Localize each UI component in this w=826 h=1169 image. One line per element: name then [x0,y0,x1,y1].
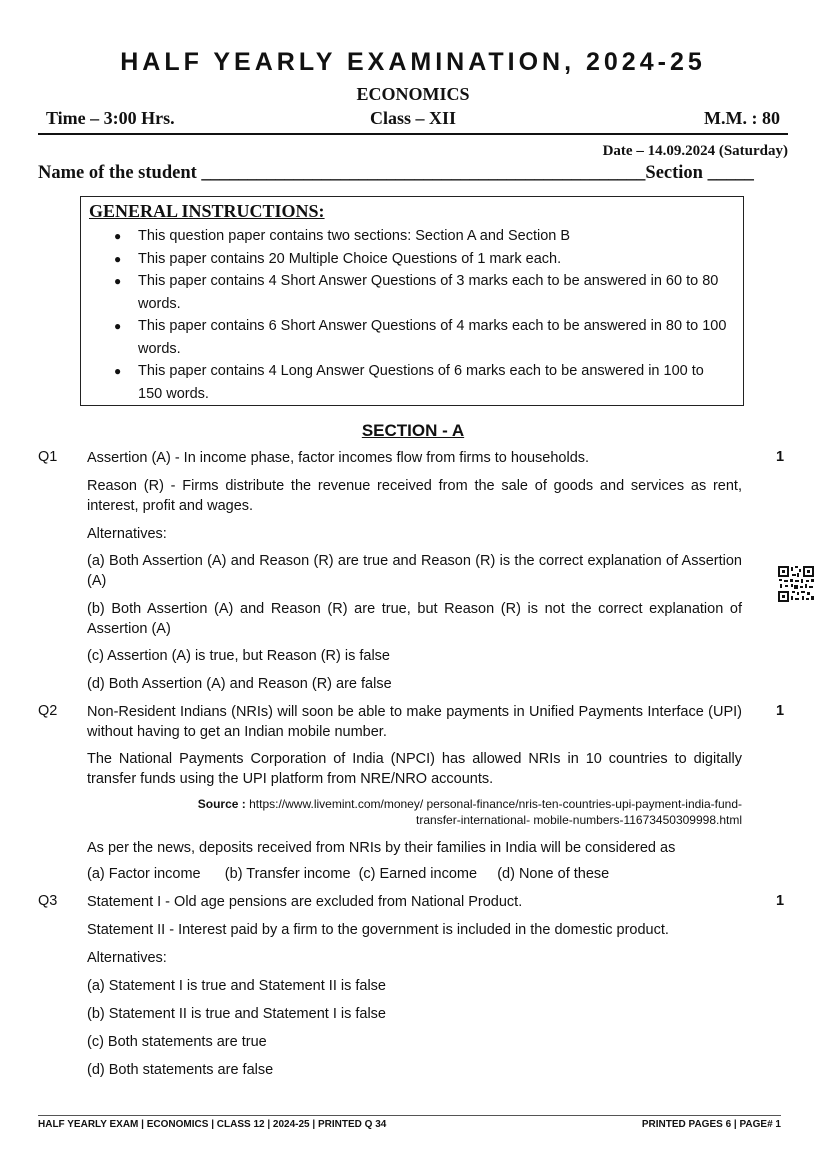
instructions-list [81,225,743,405]
q1-option-b: (b) Both Assertion (A) and Reason (R) are true, but Reason (R) is not the correct explanation of Assertion (A) [87,601,742,637]
section-a-title: SECTION - A [361,421,465,440]
instruction-item: ● This question paper contains two sections: Section A and Section B [81,225,743,248]
q2-marks: 1 [776,703,785,719]
q2-option-c: (c) Earned income [358,866,478,882]
footer-left-text: HALF YEARLY EXAM | ECONOMICS | CLASS 12 | 2024-25 | PRINTED Q 34 [38,1119,387,1130]
instruction-item: ● This paper contains 4 Short Answer Questions of 3 marks each to be answered in 60 to 80 words. [81,270,743,315]
instructions-heading: GENERAL INSTRUCTIONS: [89,201,325,221]
q1-number: Q1 [38,449,58,465]
q2-number: Q2 [38,703,58,719]
q3-statement-1: Statement I - Old age pensions are excluded from National Product. [87,894,523,910]
bullet-icon: ● [114,319,122,333]
q1-reason: Reason (R) - Firms distribute the revenue received from the sale of goods and services as rent, interest, profit and wages. [87,478,742,514]
q3-statement-2: Statement II - Interest paid by a firm to the government is included in the domestic product. [87,922,669,938]
instruction-item: ● This paper contains 20 Multiple Choice Questions of 1 mark each. [81,248,743,271]
q3-number: Q3 [38,893,58,909]
source-url-line-2: transfer-international- mobile-numbers-11673450309998.html [416,813,742,827]
q1-option-a: (a) Both Assertion (A) and Reason (R) are true and Reason (R) is the correct explanation of Assertion (A) [87,553,742,589]
q2-source [100,796,742,828]
q1-alternatives-label: Alternatives: [87,526,167,542]
q3-alternatives-label: Alternatives: [87,950,167,966]
q3-option-a: (a) Statement I is true and Statement II is false [87,978,386,994]
bullet-icon: ● [114,251,122,266]
q2-option-a: (a) Factor income [87,866,201,882]
q3-option-d: (d) Both statements are false [87,1062,274,1078]
source-url-line-1: https://www.livemint.com/money/ personal-finance/nris-ten-countries-upi-payment-india-fund- [249,797,742,811]
exam-date: Date – 14.09.2024 (Saturday) [602,143,788,159]
time-allowed: Time – 3:00 Hrs. [46,108,175,128]
footer-page-info: PRINTED PAGES 6 | PAGE# 1 [641,1119,781,1130]
q1-assertion: Assertion (A) - In income phase, factor incomes flow from firms to households. [87,450,590,466]
header-divider [38,133,788,135]
q2-paragraph-1: Non-Resident Indians (NRIs) will soon be able to make payments in Unified Payments Interface (UPI) without having to get an Indian mobile number. [87,704,742,740]
q2-options [87,866,609,882]
q2-paragraph-2: The National Payments Corporation of India (NPCI) has allowed NRIs in 10 countries to digitally transfer funds using the UPI platform from NRE/NRO accounts. [87,751,742,787]
exam-title: HALF YEARLY EXAMINATION, 2024-25 [120,48,706,76]
q3-option-b: (b) Statement II is true and Statement I is false [87,1006,386,1022]
student-name-line: Name of the student ________________________________________________Section _____ [38,163,754,183]
instruction-item: ● This paper contains 4 Long Answer Questions of 6 marks each to be answered in 100 to 150 words. [81,360,743,405]
general-instructions-box [80,196,744,406]
subject-title: ECONOMICS [356,84,470,104]
bullet-icon: ● [114,364,122,378]
source-label: Source : [197,797,246,811]
qr-code-icon [777,565,815,603]
instruction-item: ● This paper contains 6 Short Answer Questions of 4 marks each to be answered in 80 to 100 words. [81,315,743,360]
q1-option-c: (c) Assertion (A) is true, but Reason (R) is false [87,648,390,664]
class-label: Class – XII [369,108,457,128]
bullet-icon: ● [114,229,122,243]
q1-option-d: (d) Both Assertion (A) and Reason (R) are false [87,676,392,692]
q2-option-b: (b) Transfer income [224,866,351,882]
q3-option-c: (c) Both statements are true [87,1034,267,1050]
bullet-icon: ● [114,274,122,288]
q2-option-d: (d) None of these [497,866,610,882]
q1-marks: 1 [776,449,785,465]
q3-marks: 1 [776,893,785,909]
max-marks: M.M. : 80 [704,108,780,128]
footer-divider [38,1115,781,1116]
q2-question: As per the news, deposits received from NRIs by their families in India will be considered as [87,840,676,856]
